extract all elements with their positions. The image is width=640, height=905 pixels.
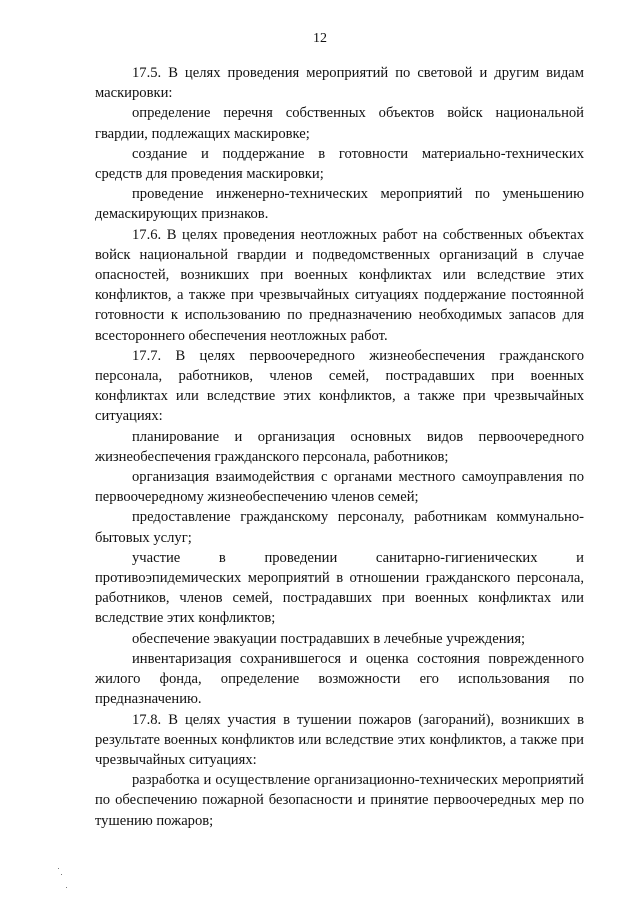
list-item: обеспечение эвакуации пострадавших в лечебные учреждения; [132, 630, 526, 647]
paragraph-17-8: 17.8. В целях участия в тушении пожаров (загораний), возникших в результате военных конфликтов или вследствие этих конфликтов, а также при чрезвычайных ситуациях: [95, 711, 584, 768]
paragraph-17-7: 17.7. В целях первоочередного жизнеобеспечения гражданского персонала, работников, членов семей, пострадавших при военных конфликтах или вследствие этих конфликтов, а также при чрезвычайных ситуациях: [95, 347, 584, 425]
list-item: разработка и осуществление организационно-технических мероприятий по обеспечению пожарной безопасности и принятие первоочередных мер по тушению пожаров; [95, 772, 584, 829]
list-item: создание и поддержание в готовности материально-технических средств для проведения маскировки; [95, 145, 584, 183]
list-item: планирование и организация основных видов первоочередного жизнеобеспечения гражданского персонала, работников; [95, 428, 584, 465]
list-item: предоставление гражданскому персоналу, работникам коммунально-бытовых услуг; [95, 509, 584, 546]
list-item: определение перечня собственных объектов войск национальной гвардии, подлежащих маскировке; [95, 105, 584, 142]
list-item: инвентаризация сохранившегося и оценка состояния поврежденного жилого фонда, определение возможности его использования по предназначению. [95, 650, 584, 708]
document-body [95, 63, 584, 831]
scan-speck [66, 887, 67, 888]
scan-speck [58, 868, 59, 869]
list-item: организация взаимодействия с органами местного самоуправления по первоочередному жизнеобеспечению членов семей; [95, 469, 584, 506]
paragraph-17-6: 17.6. В целях проведения неотложных работ на собственных объектах войск национальной гвардии и подведомственных организаций в случае опасностей, возникших при военных конфликтах или вследствие этих конфликтов, а также при чрезвычайных ситуациях поддержание постоянной готовности к использованию по предназначению необходимых запасов для всестороннего обеспечения неотложных работ. [95, 226, 584, 344]
page-number: 12 [313, 31, 327, 46]
list-item: участие в проведении санитарно-гигиенических и противоэпидемических мероприятий в отношении гражданского персонала, работников, членов семей, пострадавших при военных конфликтах или вследствие этих конфликтов; [95, 549, 584, 627]
paragraph-17-5: 17.5. В целях проведения мероприятий по световой и другим видам маскировки: [95, 65, 584, 102]
list-item: проведение инженерно-технических мероприятий по уменьшению демаскирующих признаков. [95, 186, 584, 223]
scan-speck [61, 874, 62, 875]
